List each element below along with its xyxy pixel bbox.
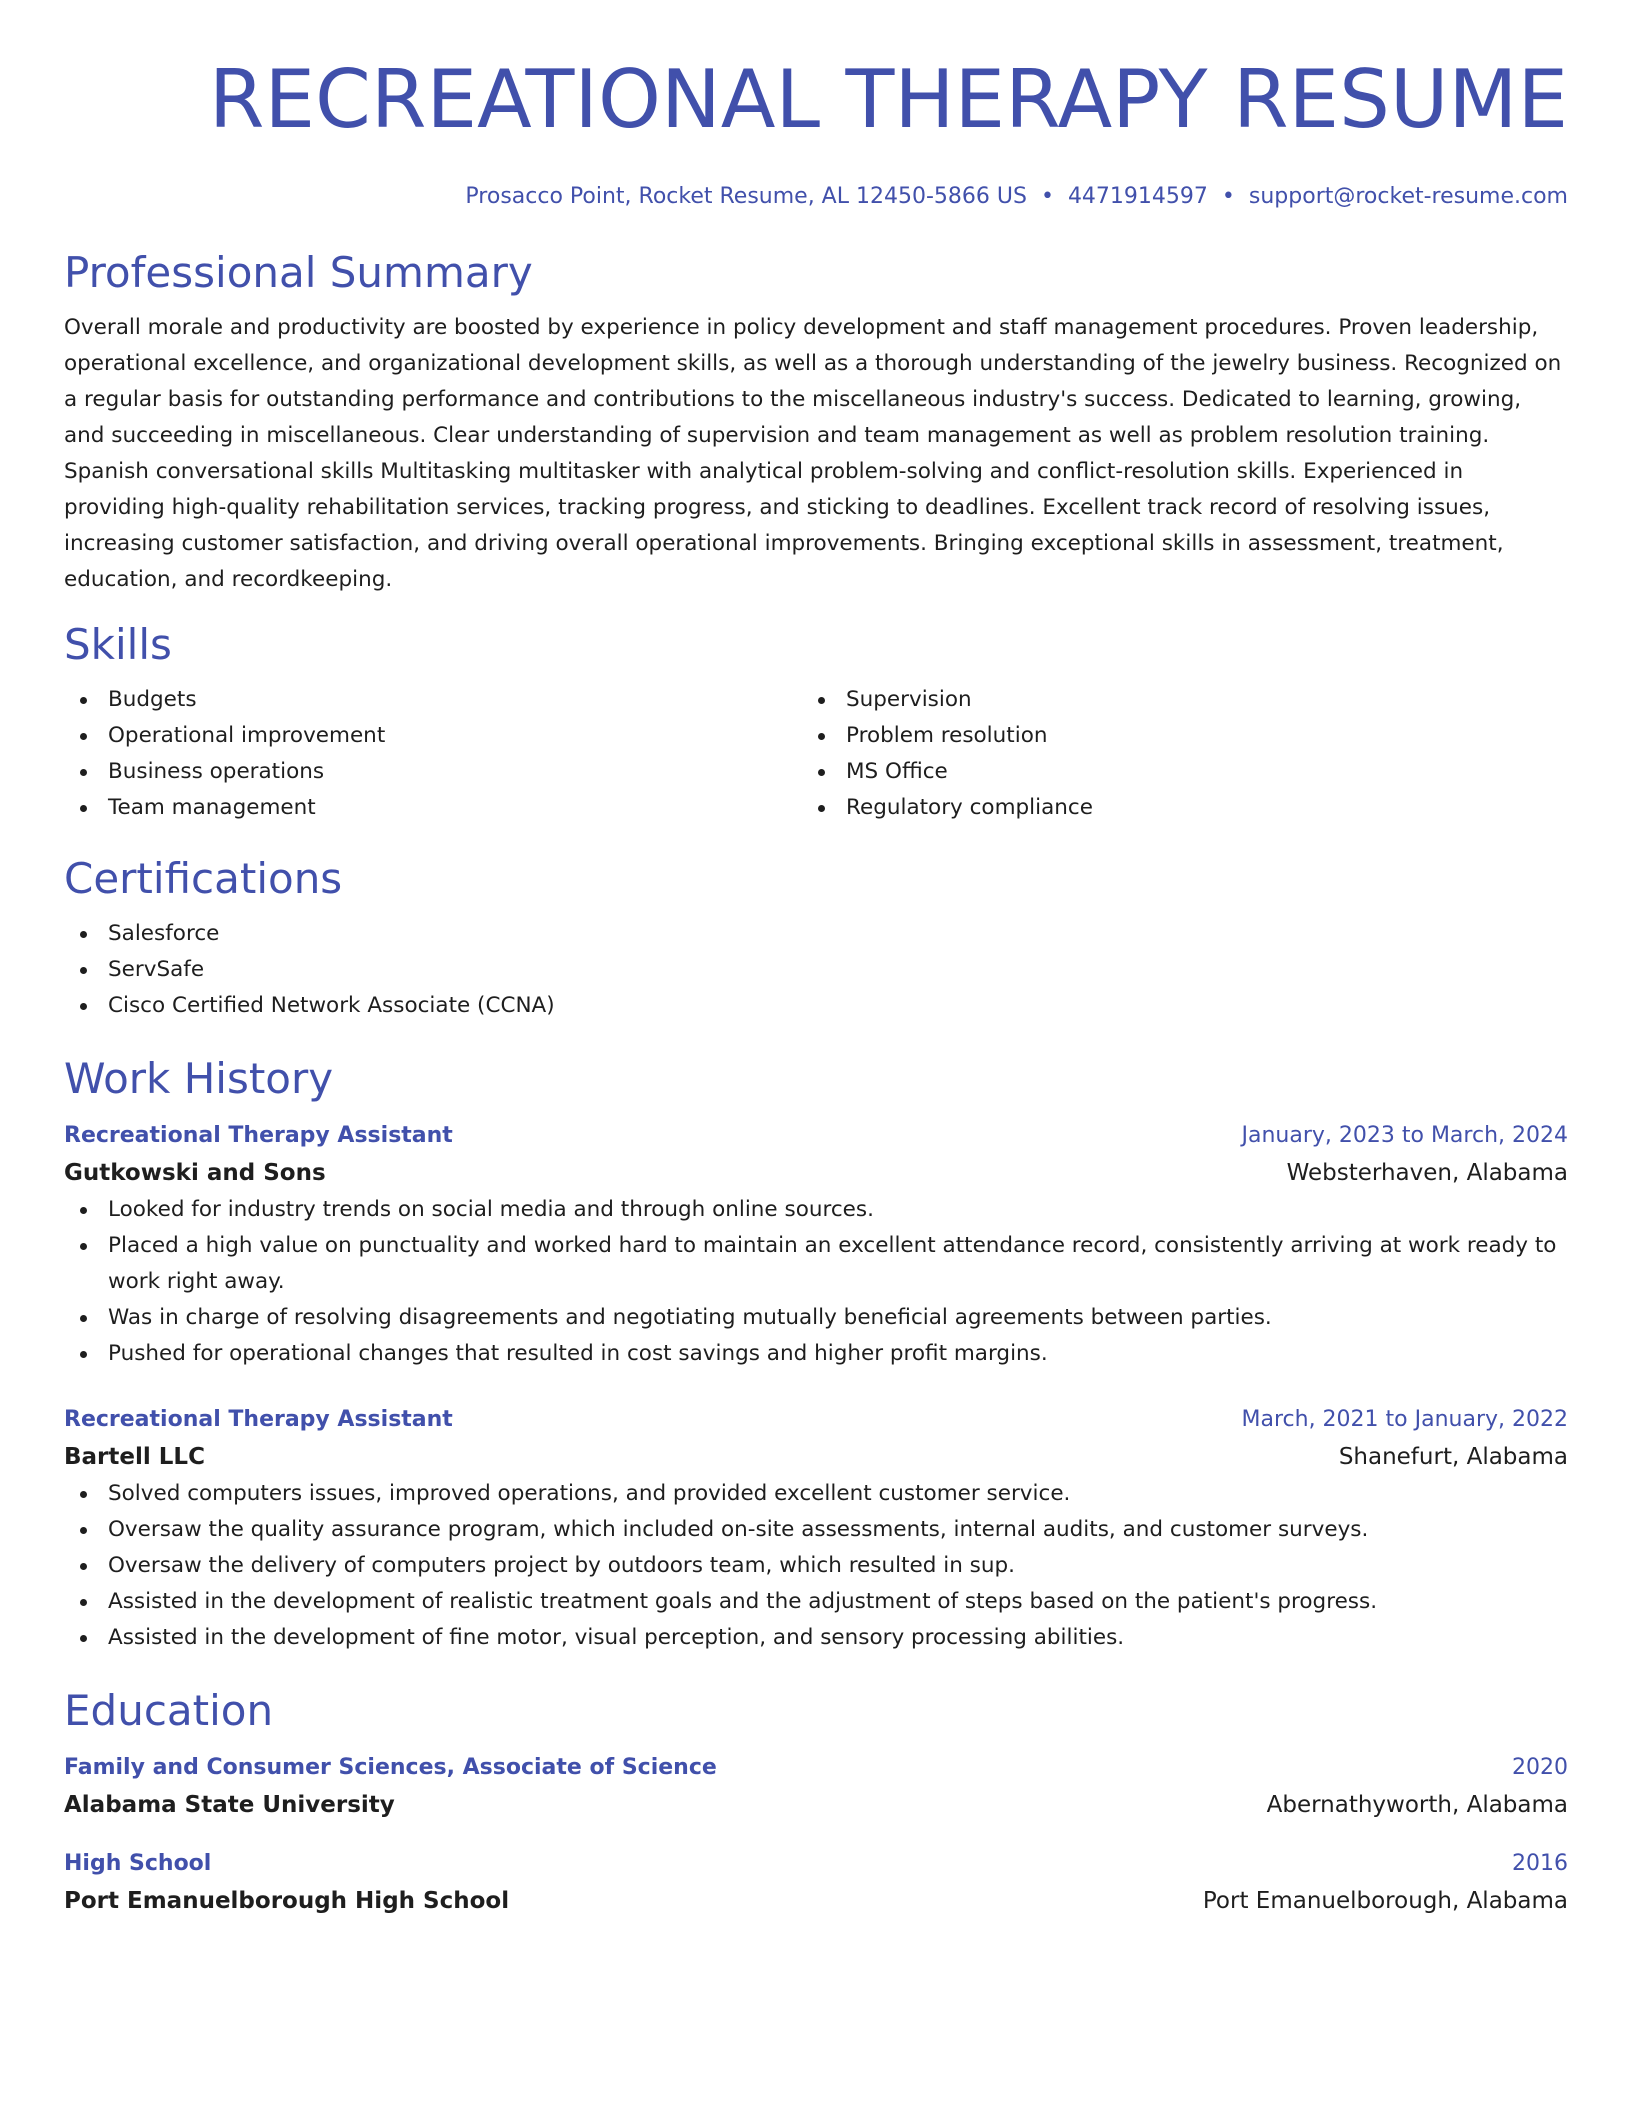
skill-item: Problem resolution	[802, 718, 1540, 754]
job-bullet: Placed a high value on punctuality and worked hard to maintain an excellent attendance record, consistently arriving at work ready to work right away.	[64, 1228, 1568, 1300]
job-bullet: Pushed for operational changes that resulted in cost savings and higher profit margins.	[64, 1336, 1568, 1372]
skills-heading: Skills	[64, 620, 172, 669]
job-dates: January, 2023 to March, 2024	[1241, 1123, 1568, 1148]
education-heading: Education	[64, 1686, 274, 1735]
skill-item: Operational improvement	[64, 718, 802, 754]
contact-line	[64, 182, 1568, 212]
work-history-section	[64, 1052, 1568, 1656]
job-company: Gutkowski and Sons	[64, 1160, 326, 1186]
skills-grid	[64, 682, 1568, 826]
education-school: Alabama State University	[64, 1792, 395, 1818]
skill-item: Budgets	[64, 682, 802, 718]
job-bullet: Was in charge of resolving disagreements and negotiating mutually beneficial agreements between parties.	[64, 1300, 1568, 1336]
contact-address: Prosacco Point, Rocket Resume, AL 12450-5866 US	[465, 184, 1027, 209]
job-title: Recreational Therapy Assistant	[64, 1407, 453, 1432]
certification-item: Salesforce	[64, 916, 1568, 952]
summary-heading: Professional Summary	[64, 248, 533, 297]
contact-separator: •	[1221, 184, 1235, 209]
certification-item: Cisco Certified Network Associate (CCNA)	[64, 988, 1568, 1024]
skills-column-right	[802, 682, 1540, 826]
job-location: Websterhaven, Alabama	[1286, 1160, 1568, 1186]
education-year: 2016	[1512, 1851, 1568, 1876]
education-degree: Family and Consumer Sciences, Associate of Science	[64, 1755, 717, 1780]
contact-email[interactable]: support@rocket-resume.com	[1248, 184, 1568, 209]
job-bullet: Assisted in the development of fine motor, visual perception, and sensory processing abilities.	[64, 1620, 1568, 1656]
job-bullet: Oversaw the quality assurance program, which included on-site assessments, internal audits, and customer surveys.	[64, 1512, 1568, 1548]
skills-column-left	[64, 682, 802, 826]
job-bullet: Oversaw the delivery of computers project by outdoors team, which resulted in sup.	[64, 1548, 1568, 1584]
summary-section	[64, 246, 1568, 598]
job-dates: March, 2021 to January, 2022	[1241, 1407, 1568, 1432]
job-location: Shanefurt, Alabama	[1338, 1444, 1568, 1470]
job-entry	[64, 1118, 1568, 1372]
job-title: Recreational Therapy Assistant	[64, 1123, 453, 1148]
education-school: Port Emanuelborough High School	[64, 1888, 510, 1914]
job-bullet: Solved computers issues, improved operations, and provided excellent customer service.	[64, 1476, 1568, 1512]
education-location: Abernathyworth, Alabama	[1266, 1792, 1568, 1818]
education-degree: High School	[64, 1851, 212, 1876]
skill-item: MS Office	[802, 754, 1540, 790]
resume-title: RECREATIONAL THERAPY RESUME	[208, 53, 1568, 146]
certifications-section	[64, 852, 1568, 1024]
education-entry	[64, 1750, 1568, 1824]
skill-item: Supervision	[802, 682, 1540, 718]
job-bullet: Assisted in the development of realistic treatment goals and the adjustment of steps based on the patient's progress.	[64, 1584, 1568, 1620]
education-entry	[64, 1846, 1568, 1920]
contact-separator: •	[1040, 184, 1054, 209]
summary-text: Overall morale and productivity are boosted by experience in policy development and staff management procedures. Proven leadership, operational excellence, and organizational development skills, as well as a thorough understanding of the jewelry business. Recognized on a regular basis for outstanding performance and contributions to the miscellaneous industry's success. Dedicated to learning, growing, and succeeding in miscellaneous. Clear understanding of supervision and team management as well as problem resolution training. Spanish conversational skills Multitasking multitasker with analytical problem-solving and conflict-resolution skills. Experienced in providing high-quality rehabilitation services, tracking progress, and sticking to deadlines. Excellent track record of resolving issues, increasing customer satisfaction, and driving overall operational improvements. Bringing exceptional skills in assessment, treatment, education, and recordkeeping.	[64, 315, 1562, 592]
education-section	[64, 1684, 1568, 1920]
job-bullet: Looked for industry trends on social media and through online sources.	[64, 1192, 1568, 1228]
work-history-heading: Work History	[64, 1054, 334, 1103]
skills-section	[64, 618, 1568, 826]
education-year: 2020	[1512, 1755, 1568, 1780]
skill-item: Team management	[64, 790, 802, 826]
skill-item: Business operations	[64, 754, 802, 790]
certification-item: ServSafe	[64, 952, 1568, 988]
certifications-heading: Certifications	[64, 854, 343, 903]
job-company: Bartell LLC	[64, 1444, 205, 1470]
skill-item: Regulatory compliance	[802, 790, 1540, 826]
job-entry	[64, 1402, 1568, 1656]
contact-phone: 4471914597	[1067, 184, 1208, 209]
education-location: Port Emanuelborough, Alabama	[1202, 1888, 1568, 1914]
